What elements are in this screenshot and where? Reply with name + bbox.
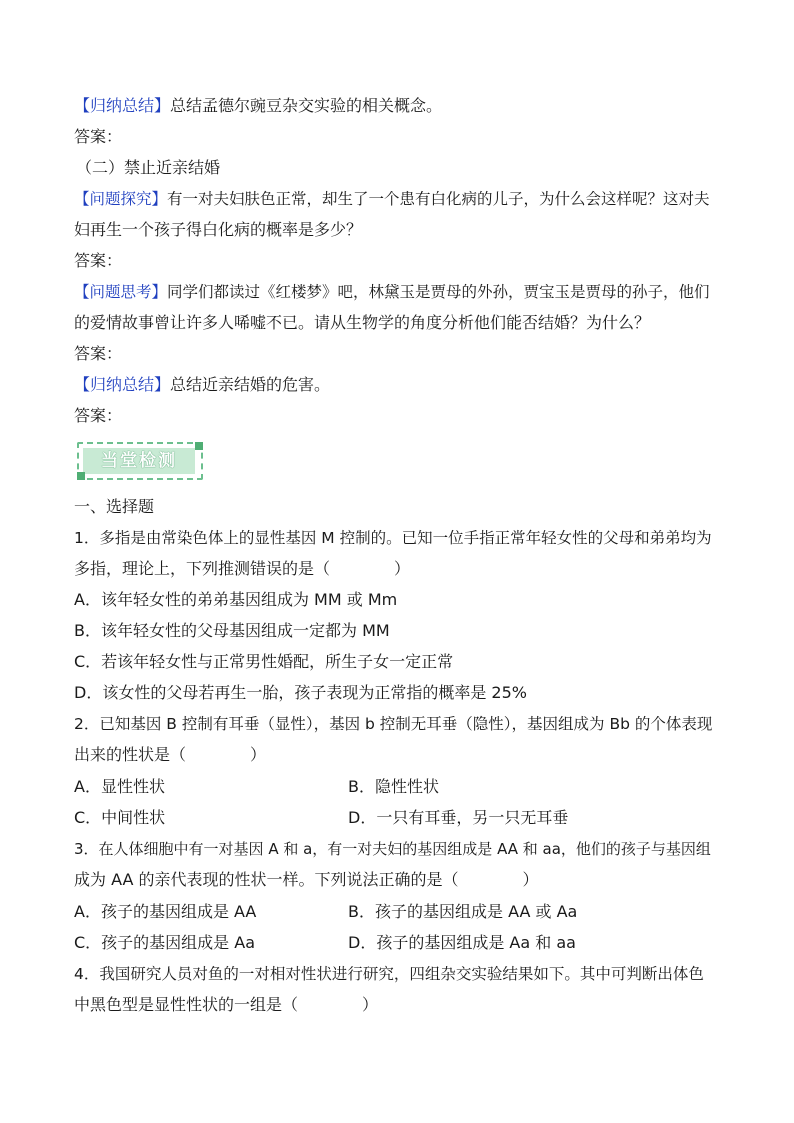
answer-label: 答案： (74, 406, 123, 425)
answer-label: 答案： (74, 251, 123, 270)
banner-corner (195, 442, 203, 450)
summary-line-1 (74, 96, 442, 116)
subsection-heading: （二）禁止近亲结婚 (76, 158, 221, 177)
question-1-option-c: C．若该年轻女性与正常男性婚配，所生子女一定正常 (74, 652, 454, 671)
question-4-stem-line-1: 4．我国研究人员对鱼的一对相对性状进行研究，四组杂交实验结果如下。其中可判断出体色 (74, 965, 704, 983)
question-1-option-d: D．该女性的父母若再生一胎，孩子表现为正常指的概率是 25% (74, 683, 527, 702)
answer-label: 答案： (74, 127, 123, 146)
summary-text: 总结孟德尔豌豆杂交实验的相关概念。 (170, 96, 443, 115)
question-1-stem-line-1: 1．多指是由常染色体上的显性基因 M 控制的。已知一位手指正常年轻女性的父母和弟弟均为 (74, 529, 712, 547)
inquiry-line-2: 妇再生一个孩子得白化病的概率是多少？ (74, 220, 363, 239)
question-2-option-d: D．一只有耳垂，另一只无耳垂 (348, 808, 569, 827)
question-2-stem-line-1: 2．已知基因 B 控制有耳垂（显性），基因 b 控制无耳垂（隐性），基因组成为 Bb 的个体表现 (74, 715, 713, 733)
question-2-stem-line-2: 出来的性状是（ ） (74, 745, 267, 764)
thinking-tag: 【问题思考】 (74, 283, 168, 301)
question-2-option-b: B．隐性性状 (348, 777, 439, 796)
question-1-option-b: B．该年轻女性的父母基因组成一定都为 MM (74, 621, 390, 640)
section-banner (77, 442, 203, 480)
thinking-line-1 (74, 282, 710, 302)
question-3-option-c: C．孩子的基因组成是 Aa (74, 933, 256, 952)
inquiry-text: 有一对夫妇肤色正常，却生了一个患有白化病的儿子，为什么会这样呢？这对夫 (167, 190, 710, 208)
summary-text: 总结近亲结婚的危害。 (170, 375, 331, 394)
inquiry-tag: 【问题探究】 (74, 190, 168, 208)
question-4-stem-line-2: 中黑色型是显性性状的一组是（ ） (74, 995, 379, 1014)
thinking-line-2: 的爱情故事曾让许多人唏嘘不已。请从生物学的角度分析他们能否结婚？为什么？ (74, 313, 651, 332)
question-3-stem-line-1: 3．在人体细胞中有一对基因 A 和 a，有一对夫妇的基因组成是 AA 和 aa，他们的孩子与基因组 (74, 840, 711, 858)
question-3-stem-line-2: 成为 AA 的亲代表现的性状一样。下列说法正确的是（ ） (74, 870, 539, 889)
question-3-option-b: B．孩子的基因组成是 AA 或 Aa (348, 902, 578, 921)
answer-label: 答案： (74, 344, 123, 363)
question-2-option-c: C．中间性状 (74, 808, 166, 827)
section-title: 一、选择题 (74, 497, 155, 516)
question-3-option-a: A．孩子的基因组成是 AA (74, 902, 257, 921)
summary-tag: 【归纳总结】 (74, 96, 171, 115)
summary-tag: 【归纳总结】 (74, 375, 171, 394)
question-1-option-a: A．该年轻女性的弟弟基因组成为 MM 或 Mm (74, 590, 398, 609)
thinking-text: 同学们都读过《红楼梦》吧，林黛玉是贾母的外孙，贾宝玉是贾母的孙子，他们 (167, 283, 710, 301)
question-1-stem-line-2: 多指，理论上，下列推测错误的是（ ） (74, 559, 411, 578)
question-3-option-d: D．孩子的基因组成是 Aa 和 aa (348, 933, 576, 952)
inquiry-line-1 (74, 189, 710, 209)
summary-line-2 (74, 375, 330, 395)
banner-title: 当堂检测 (101, 451, 177, 471)
question-2-option-a: A．显性性状 (74, 777, 165, 796)
